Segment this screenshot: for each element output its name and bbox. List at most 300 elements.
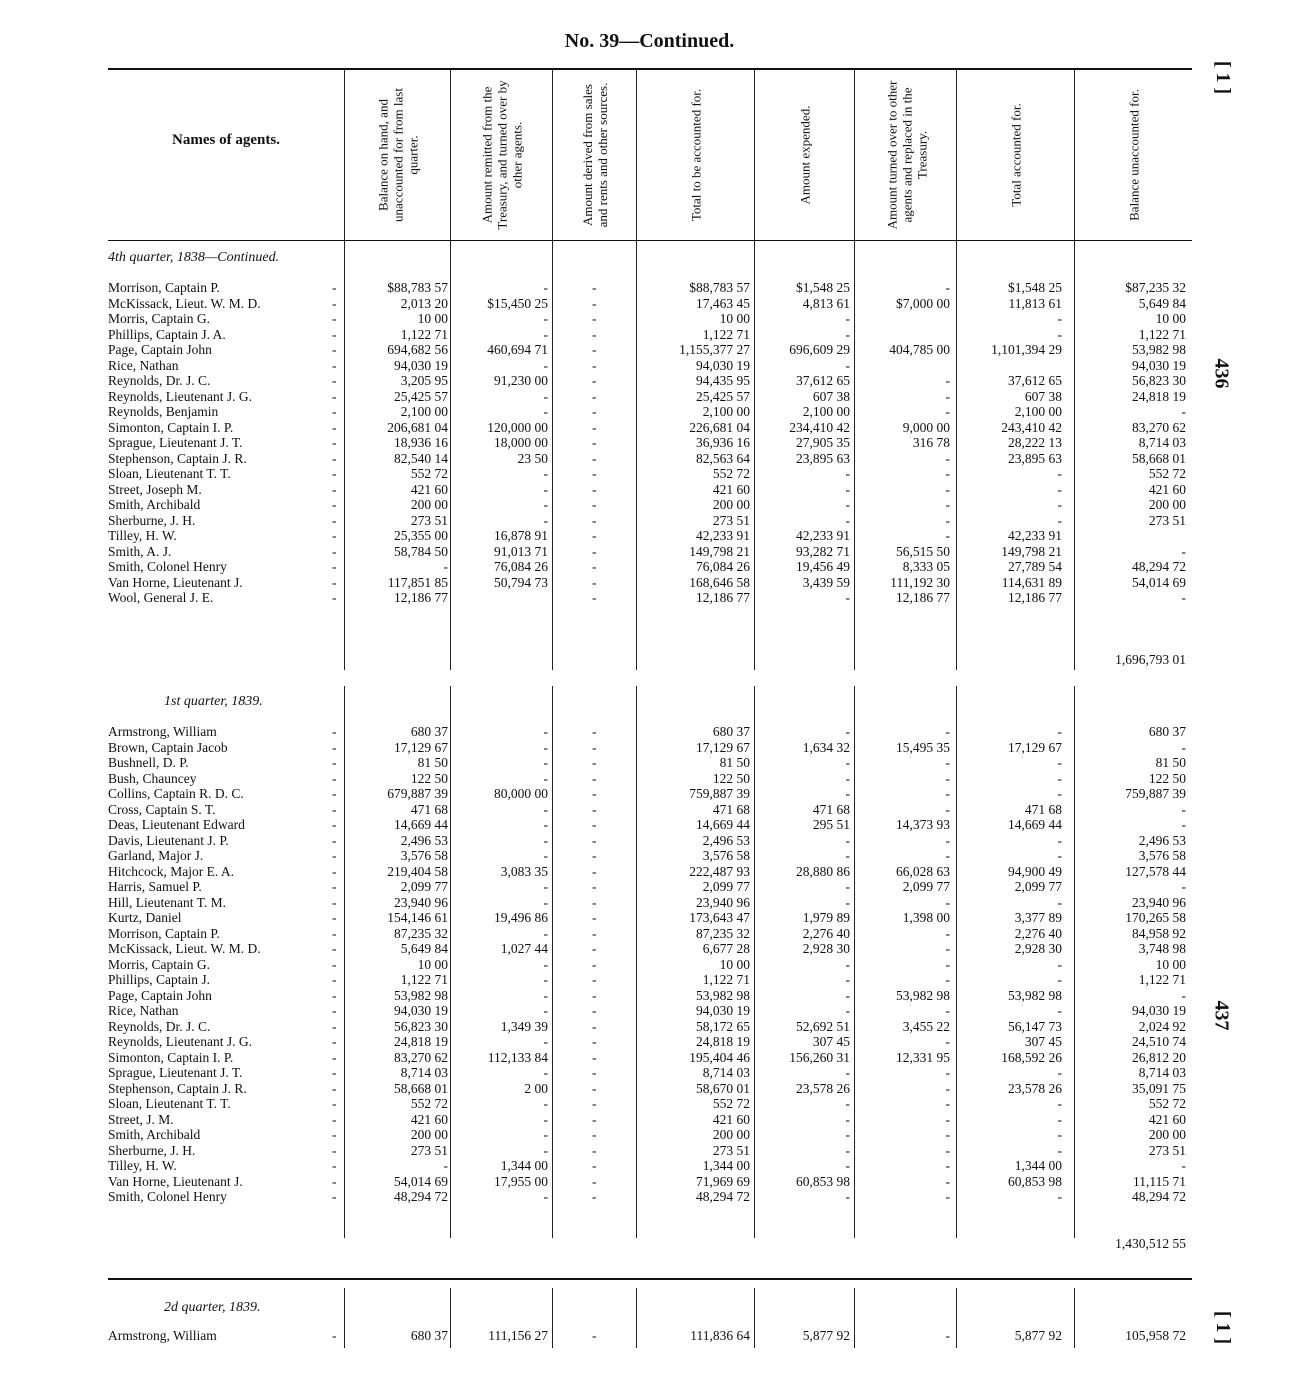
cell-amount-remitted: - — [543, 987, 548, 1003]
cell-balance-unaccounted: 84,958 92 — [1132, 925, 1186, 941]
cell-amount-remitted: - — [543, 1065, 548, 1080]
leader-dash: - — [332, 497, 337, 512]
cell-amount-remitted: - — [543, 925, 548, 941]
cell-amount-derived: - — [592, 559, 597, 574]
cell-total-to-account: 12,186 77 — [696, 590, 750, 605]
cell-total-to-account: 6,677 28 — [702, 941, 750, 956]
cell-amount-turned-over: 14,373 93 — [896, 817, 950, 832]
cell-amount-derived: - — [592, 1096, 597, 1111]
cell-balance-on-hand: 25,355 00 — [394, 528, 448, 543]
cell-amount-derived: - — [592, 987, 597, 1003]
cell-balance-on-hand: 48,294 72 — [394, 1189, 448, 1204]
cell-balance-on-hand: 200 00 — [410, 497, 448, 512]
cell-balance-on-hand: 14,669 44 — [394, 817, 448, 832]
cell-total-to-account: 273 51 — [712, 1142, 750, 1158]
agent-name: Reynolds, Lieutenant J. G. — [108, 388, 252, 404]
agent-name: Bushnell, D. P. — [108, 755, 189, 770]
cell-balance-on-hand: 2,013 20 — [400, 295, 448, 311]
agent-name: Morrison, Captain P. — [108, 280, 220, 295]
cell-balance-unaccounted: 94,030 19 — [1132, 1003, 1186, 1018]
table-row — [108, 1143, 1192, 1159]
cell-balance-on-hand: 56,823 30 — [394, 1018, 448, 1034]
cell-total-accounted: - — [1057, 481, 1062, 497]
cell-balance-on-hand: 200 00 — [410, 1127, 448, 1142]
cell-amount-expended: - — [845, 987, 850, 1003]
leader-dash: - — [332, 801, 337, 817]
agent-name: Page, Captain John — [108, 342, 212, 357]
cell-amount-derived: - — [592, 770, 597, 786]
cell-balance-unaccounted: 273 51 — [1148, 1142, 1186, 1158]
cell-total-to-account: 23,940 96 — [696, 894, 750, 910]
cell-balance-unaccounted: 127,578 44 — [1125, 863, 1186, 879]
cell-total-to-account: 58,172 65 — [696, 1018, 750, 1034]
cell-amount-remitted: 120,000 00 — [487, 419, 548, 435]
leader-dash: - — [332, 1328, 337, 1343]
cell-amount-remitted: $15,450 25 — [487, 295, 548, 311]
cell-total-to-account: 3,576 58 — [702, 848, 750, 863]
cell-balance-unaccounted: 122 50 — [1148, 770, 1186, 786]
cell-total-accounted: - — [1057, 832, 1062, 848]
cell-amount-derived: - — [592, 786, 597, 801]
cell-balance-on-hand: 680 37 — [410, 1328, 448, 1343]
cell-amount-derived: - — [592, 941, 597, 956]
cell-balance-on-hand: 10 00 — [417, 956, 448, 972]
cell-amount-expended: 1,634 32 — [802, 739, 850, 755]
cell-balance-on-hand: 5,649 84 — [400, 941, 448, 956]
leader-dash: - — [332, 739, 337, 755]
header-total-accounted: Total accounted for. — [1008, 103, 1024, 207]
cell-amount-remitted: 460,694 71 — [487, 342, 548, 357]
cell-amount-turned-over: - — [945, 1189, 950, 1204]
cell-amount-derived: - — [592, 848, 597, 863]
cell-balance-unaccounted: 421 60 — [1148, 481, 1186, 497]
leader-dash: - — [332, 1096, 337, 1111]
cell-amount-turned-over: 12,186 77 — [896, 590, 950, 605]
cell-amount-derived: - — [592, 342, 597, 357]
cell-amount-turned-over: - — [945, 528, 950, 543]
table-row — [108, 296, 1192, 312]
cell-amount-remitted: 1,349 39 — [500, 1018, 548, 1034]
cell-amount-expended: 23,578 26 — [796, 1080, 850, 1096]
cell-total-to-account: 552 72 — [712, 1096, 750, 1111]
leader-dash: - — [332, 1080, 337, 1096]
cell-total-to-account: 471 68 — [712, 801, 750, 817]
cell-total-accounted: - — [1057, 755, 1062, 770]
cell-amount-remitted: - — [543, 1003, 548, 1018]
cell-amount-derived: - — [592, 817, 597, 832]
leader-dash: - — [332, 280, 337, 295]
cell-total-to-account: 87,235 32 — [696, 925, 750, 941]
table-row — [108, 311, 1192, 327]
leader-dash: - — [332, 1003, 337, 1018]
agent-name: Smith, Archibald — [108, 497, 201, 512]
cell-balance-on-hand: 58,784 50 — [394, 543, 448, 559]
agent-name: Reynolds, Lieutenant J. G. — [108, 1034, 252, 1049]
leader-dash: - — [332, 1065, 337, 1080]
cell-amount-remitted: - — [543, 481, 548, 497]
cell-amount-turned-over: - — [945, 972, 950, 987]
cell-total-accounted: - — [1057, 956, 1062, 972]
table-row — [108, 373, 1192, 389]
cell-total-accounted: - — [1057, 1142, 1062, 1158]
cell-balance-unaccounted: 83,270 62 — [1132, 419, 1186, 435]
leader-dash: - — [332, 925, 337, 941]
cell-amount-turned-over: - — [945, 1142, 950, 1158]
cell-total-to-account: 17,129 67 — [696, 739, 750, 755]
cell-amount-expended: - — [845, 1158, 850, 1173]
cell-amount-remitted: 17,955 00 — [494, 1173, 548, 1189]
cell-amount-derived: - — [592, 1111, 597, 1127]
cell-balance-unaccounted: 680 37 — [1148, 724, 1186, 739]
cell-balance-unaccounted: - — [1181, 817, 1186, 832]
cell-balance-unaccounted: 53,982 98 — [1132, 342, 1186, 357]
cell-amount-expended: - — [845, 311, 850, 326]
leader-dash: - — [332, 1127, 337, 1142]
cell-total-accounted: - — [1057, 326, 1062, 342]
agent-name: Phillips, Captain J. — [108, 972, 211, 987]
cell-balance-unaccounted: 23,940 96 — [1132, 894, 1186, 910]
table-row — [108, 771, 1192, 787]
leader-dash: - — [332, 1189, 337, 1204]
cell-total-accounted: 5,877 92 — [1014, 1328, 1062, 1343]
table-row — [108, 1065, 1192, 1081]
cell-amount-derived: - — [592, 497, 597, 512]
table-row — [108, 926, 1192, 942]
cell-balance-unaccounted: - — [1181, 739, 1186, 755]
cell-total-to-account: 8,714 03 — [702, 1065, 750, 1080]
agent-name: Davis, Lieutenant J. P. — [108, 832, 229, 848]
leader-dash: - — [332, 435, 337, 450]
cell-amount-remitted: 91,013 71 — [494, 543, 548, 559]
agent-name: Smith, Colonel Henry — [108, 559, 227, 574]
cell-amount-remitted: - — [543, 832, 548, 848]
cell-amount-turned-over: 66,028 63 — [896, 863, 950, 879]
leader-dash: - — [332, 466, 337, 481]
cell-amount-turned-over: - — [945, 1080, 950, 1096]
cell-balance-unaccounted: 3,748 98 — [1138, 941, 1186, 956]
cell-amount-turned-over: $7,000 00 — [896, 295, 950, 311]
agent-name: McKissack, Lieut. W. M. D. — [108, 295, 261, 311]
cell-amount-derived: - — [592, 512, 597, 528]
cell-total-to-account: 58,670 01 — [696, 1080, 750, 1096]
cell-balance-unaccounted: - — [1181, 987, 1186, 1003]
cell-amount-turned-over: 56,515 50 — [896, 543, 950, 559]
cell-amount-expended: 42,233 91 — [796, 528, 850, 543]
cell-balance-unaccounted: 26,812 20 — [1132, 1049, 1186, 1065]
agent-name: Morris, Captain G. — [108, 956, 210, 972]
table-row — [108, 1158, 1192, 1174]
cell-amount-remitted: - — [543, 512, 548, 528]
cell-balance-unaccounted: 35,091 75 — [1132, 1080, 1186, 1096]
cell-total-to-account: 24,818 19 — [696, 1034, 750, 1049]
cell-amount-remitted: - — [543, 972, 548, 987]
cell-amount-derived: - — [592, 1018, 597, 1034]
cell-total-to-account: 680 37 — [712, 724, 750, 739]
cell-balance-unaccounted: 200 00 — [1148, 1127, 1186, 1142]
leader-dash: - — [332, 1111, 337, 1127]
leader-dash: - — [332, 910, 337, 925]
cell-amount-remitted: 23 50 — [517, 450, 548, 466]
cell-balance-on-hand: 10 00 — [417, 311, 448, 326]
cell-total-accounted: 23,578 26 — [1008, 1080, 1062, 1096]
cell-total-to-account: 36,936 16 — [696, 435, 750, 450]
cell-amount-remitted: 91,230 00 — [494, 373, 548, 388]
leader-dash: - — [332, 481, 337, 497]
cell-balance-on-hand: 1,122 71 — [400, 326, 448, 342]
cell-amount-derived: - — [592, 1049, 597, 1065]
cell-total-accounted: - — [1057, 466, 1062, 481]
cell-amount-turned-over: 8,333 05 — [902, 559, 950, 574]
cell-amount-derived: - — [592, 1158, 597, 1173]
cell-total-to-account: 273 51 — [712, 512, 750, 528]
cell-balance-on-hand: $88,783 57 — [387, 280, 448, 295]
cell-amount-expended: 307 45 — [812, 1034, 850, 1049]
cell-amount-derived: - — [592, 1003, 597, 1018]
leader-dash: - — [332, 786, 337, 801]
cell-total-accounted: 37,612 65 — [1008, 373, 1062, 388]
leader-dash: - — [332, 770, 337, 786]
cell-amount-remitted: 18,000 00 — [494, 435, 548, 450]
cell-amount-turned-over: 3,455 22 — [902, 1018, 950, 1034]
cell-total-to-account: 173,643 47 — [689, 910, 750, 925]
section-total-q4-1838: 1,696,793 01 — [1115, 652, 1186, 667]
cell-amount-remitted: - — [543, 311, 548, 326]
table-row — [108, 1019, 1192, 1035]
cell-amount-turned-over: - — [945, 848, 950, 863]
agent-name: Morris, Captain G. — [108, 311, 210, 326]
cell-balance-unaccounted: - — [1181, 590, 1186, 605]
cell-balance-on-hand: 206,681 04 — [387, 419, 448, 435]
cell-total-to-account: 200 00 — [712, 497, 750, 512]
cell-total-to-account: 2,496 53 — [702, 832, 750, 848]
cell-balance-unaccounted: 8,714 03 — [1138, 1065, 1186, 1080]
cell-amount-derived: - — [592, 1173, 597, 1189]
agent-name: Sloan, Lieutenant T. T. — [108, 466, 231, 481]
cell-balance-unaccounted: 552 72 — [1148, 466, 1186, 481]
cell-amount-derived: - — [592, 326, 597, 342]
cell-amount-turned-over: - — [945, 481, 950, 497]
cell-amount-derived: - — [592, 311, 597, 326]
agent-name: Deas, Lieutenant Edward — [108, 817, 245, 832]
leader-dash: - — [332, 559, 337, 574]
header-amount-derived: Amount derived from sales and rents and other sources. — [580, 82, 610, 228]
cell-total-to-account: 222,487 93 — [689, 863, 750, 879]
cell-amount-expended: - — [845, 1065, 850, 1080]
cell-total-to-account: 226,681 04 — [689, 419, 750, 435]
cell-amount-turned-over: - — [945, 1003, 950, 1018]
cell-amount-derived: - — [592, 879, 597, 894]
cell-amount-turned-over: 9,000 00 — [902, 419, 950, 435]
header-bottom-rule — [108, 240, 1192, 241]
cell-total-to-account: 94,030 19 — [696, 357, 750, 373]
cell-amount-remitted: - — [543, 404, 548, 419]
cell-amount-expended: 156,260 31 — [789, 1049, 850, 1065]
table-row — [108, 755, 1192, 771]
cell-amount-remitted: 19,496 86 — [494, 910, 548, 925]
cell-total-accounted: - — [1057, 1065, 1062, 1080]
agent-name: Rice, Nathan — [108, 357, 179, 373]
cell-amount-turned-over: 12,331 95 — [896, 1049, 950, 1065]
cell-amount-expended: - — [845, 1127, 850, 1142]
cell-amount-derived: - — [592, 404, 597, 419]
cell-total-accounted: 42,233 91 — [1008, 528, 1062, 543]
cell-total-to-account: 76,084 26 — [696, 559, 750, 574]
agent-name: Van Horne, Lieutenant J. — [108, 574, 243, 590]
cell-amount-expended: 23,895 63 — [796, 450, 850, 466]
agent-name: McKissack, Lieut. W. M. D. — [108, 941, 261, 956]
cell-amount-remitted: - — [543, 817, 548, 832]
agent-name: Sprague, Lieutenant J. T. — [108, 435, 243, 450]
agent-name: Tilley, H. W. — [108, 528, 177, 543]
table-row — [108, 420, 1192, 436]
cell-amount-expended: 696,609 29 — [789, 342, 850, 357]
cell-amount-remitted: 76,084 26 — [494, 559, 548, 574]
cell-amount-remitted: - — [543, 724, 548, 739]
cell-amount-turned-over: 15,495 35 — [896, 739, 950, 755]
cell-balance-unaccounted: - — [1181, 801, 1186, 817]
cell-amount-turned-over: - — [945, 1328, 950, 1343]
cell-amount-expended: 2,276 40 — [802, 925, 850, 941]
cell-amount-turned-over: 53,982 98 — [896, 987, 950, 1003]
cell-amount-derived: - — [592, 590, 597, 605]
agent-name: Cross, Captain S. T. — [108, 801, 216, 817]
cell-amount-turned-over: - — [945, 894, 950, 910]
header-amount-turned-over: Amount turned over to other agents and replaced in the Treasury. — [884, 80, 930, 230]
cell-total-accounted: 149,798 21 — [1001, 543, 1062, 559]
cell-total-accounted: 60,853 98 — [1008, 1173, 1062, 1189]
cell-balance-on-hand: 694,682 56 — [387, 342, 448, 357]
cell-balance-on-hand: 273 51 — [410, 512, 448, 528]
cell-balance-on-hand: 53,982 98 — [394, 987, 448, 1003]
cell-balance-on-hand: 12,186 77 — [394, 590, 448, 605]
cell-total-accounted: 2,928 30 — [1014, 941, 1062, 956]
cell-amount-turned-over: - — [945, 466, 950, 481]
page-title: No. 39—Continued. — [564, 30, 735, 52]
cell-amount-expended: - — [845, 1111, 850, 1127]
cell-balance-on-hand: - — [443, 1158, 448, 1173]
agent-name: Stephenson, Captain J. R. — [108, 1080, 247, 1096]
cell-balance-on-hand: 122 50 — [410, 770, 448, 786]
cell-balance-on-hand: 421 60 — [410, 1111, 448, 1127]
cell-amount-expended: - — [845, 1003, 850, 1018]
doc-number-bottom: [ 1 ] — [1212, 1310, 1235, 1345]
agent-name: Smith, A. J. — [108, 543, 172, 559]
cell-balance-unaccounted: 5,649 84 — [1138, 295, 1186, 311]
cell-balance-on-hand: 18,936 16 — [394, 435, 448, 450]
leader-dash: - — [332, 832, 337, 848]
cell-total-accounted: - — [1057, 770, 1062, 786]
agent-name: Page, Captain John — [108, 987, 212, 1003]
leader-dash: - — [332, 295, 337, 311]
agent-name: Smith, Colonel Henry — [108, 1189, 227, 1204]
leader-dash: - — [332, 512, 337, 528]
table-row — [108, 895, 1192, 911]
leader-dash: - — [332, 311, 337, 326]
cell-total-to-account: 200 00 — [712, 1127, 750, 1142]
table-row — [108, 590, 1192, 606]
cell-amount-expended: 2,100 00 — [802, 404, 850, 419]
agent-name: Hill, Lieutenant T. M. — [108, 894, 226, 910]
cell-total-accounted: 307 45 — [1024, 1034, 1062, 1049]
cell-amount-turned-over: - — [945, 388, 950, 404]
cell-amount-expended: 234,410 42 — [789, 419, 850, 435]
table-row — [108, 786, 1192, 802]
table-row — [108, 528, 1192, 544]
cell-balance-on-hand: 54,014 69 — [394, 1173, 448, 1189]
cell-total-to-account: $88,783 57 — [689, 280, 750, 295]
cell-amount-expended: - — [845, 466, 850, 481]
cell-amount-remitted: - — [543, 1111, 548, 1127]
cell-balance-unaccounted: 94,030 19 — [1132, 357, 1186, 373]
cell-amount-remitted: - — [543, 739, 548, 755]
cell-balance-on-hand: 94,030 19 — [394, 1003, 448, 1018]
cell-balance-unaccounted: 24,818 19 — [1132, 388, 1186, 404]
cell-amount-derived: - — [592, 925, 597, 941]
table-row — [108, 1096, 1192, 1112]
cell-amount-expended: - — [845, 894, 850, 910]
agent-name: Harris, Samuel P. — [108, 879, 202, 894]
cell-total-accounted: - — [1057, 512, 1062, 528]
cell-balance-on-hand: 58,668 01 — [394, 1080, 448, 1096]
cell-balance-unaccounted: 10 00 — [1155, 956, 1186, 972]
cell-amount-expended: - — [845, 832, 850, 848]
cell-amount-expended: 5,877 92 — [802, 1328, 850, 1343]
cell-total-accounted: 114,631 89 — [1001, 574, 1062, 590]
table-row — [108, 513, 1192, 529]
cell-amount-derived: - — [592, 435, 597, 450]
cell-balance-unaccounted: 58,668 01 — [1132, 450, 1186, 466]
cell-balance-on-hand: 8,714 03 — [400, 1065, 448, 1080]
cell-balance-unaccounted: 11,115 71 — [1133, 1173, 1186, 1189]
cell-total-accounted: 471 68 — [1024, 801, 1062, 817]
leader-dash: - — [332, 388, 337, 404]
cell-total-accounted: - — [1057, 311, 1062, 326]
table-row — [108, 1003, 1192, 1019]
cell-balance-on-hand: 87,235 32 — [394, 925, 448, 941]
agent-name: Smith, Archibald — [108, 1127, 201, 1142]
cell-total-accounted: 94,900 49 — [1008, 863, 1062, 879]
cell-balance-on-hand: 82,540 14 — [394, 450, 448, 466]
cell-balance-on-hand: 219,404 58 — [387, 863, 448, 879]
leader-dash: - — [332, 528, 337, 543]
cell-total-to-account: 53,982 98 — [696, 987, 750, 1003]
cell-balance-on-hand: 680 37 — [410, 724, 448, 739]
cell-total-accounted: 11,813 61 — [1008, 295, 1062, 311]
cell-amount-remitted: - — [543, 770, 548, 786]
leader-dash: - — [332, 373, 337, 388]
cell-amount-remitted: - — [543, 848, 548, 863]
cell-total-to-account: 82,563 64 — [696, 450, 750, 466]
cell-balance-unaccounted: 105,958 72 — [1125, 1328, 1186, 1343]
cell-amount-turned-over: - — [945, 512, 950, 528]
cell-amount-turned-over: - — [945, 497, 950, 512]
cell-amount-remitted: - — [543, 755, 548, 770]
cell-total-accounted: - — [1057, 894, 1062, 910]
cell-amount-expended: - — [845, 1142, 850, 1158]
cell-amount-turned-over: - — [945, 1065, 950, 1080]
cell-amount-expended: 52,692 51 — [796, 1018, 850, 1034]
cell-total-to-account: 10 00 — [719, 311, 750, 326]
leader-dash: - — [332, 1018, 337, 1034]
leader-dash: - — [332, 1173, 337, 1189]
cell-balance-on-hand: 2,100 00 — [400, 404, 448, 419]
cell-total-accounted: - — [1057, 1111, 1062, 1127]
cell-amount-turned-over: - — [945, 1111, 950, 1127]
table-row — [108, 802, 1192, 818]
cell-total-accounted: 56,147 73 — [1008, 1018, 1062, 1034]
cell-amount-derived: - — [592, 910, 597, 925]
table-row — [108, 910, 1192, 926]
